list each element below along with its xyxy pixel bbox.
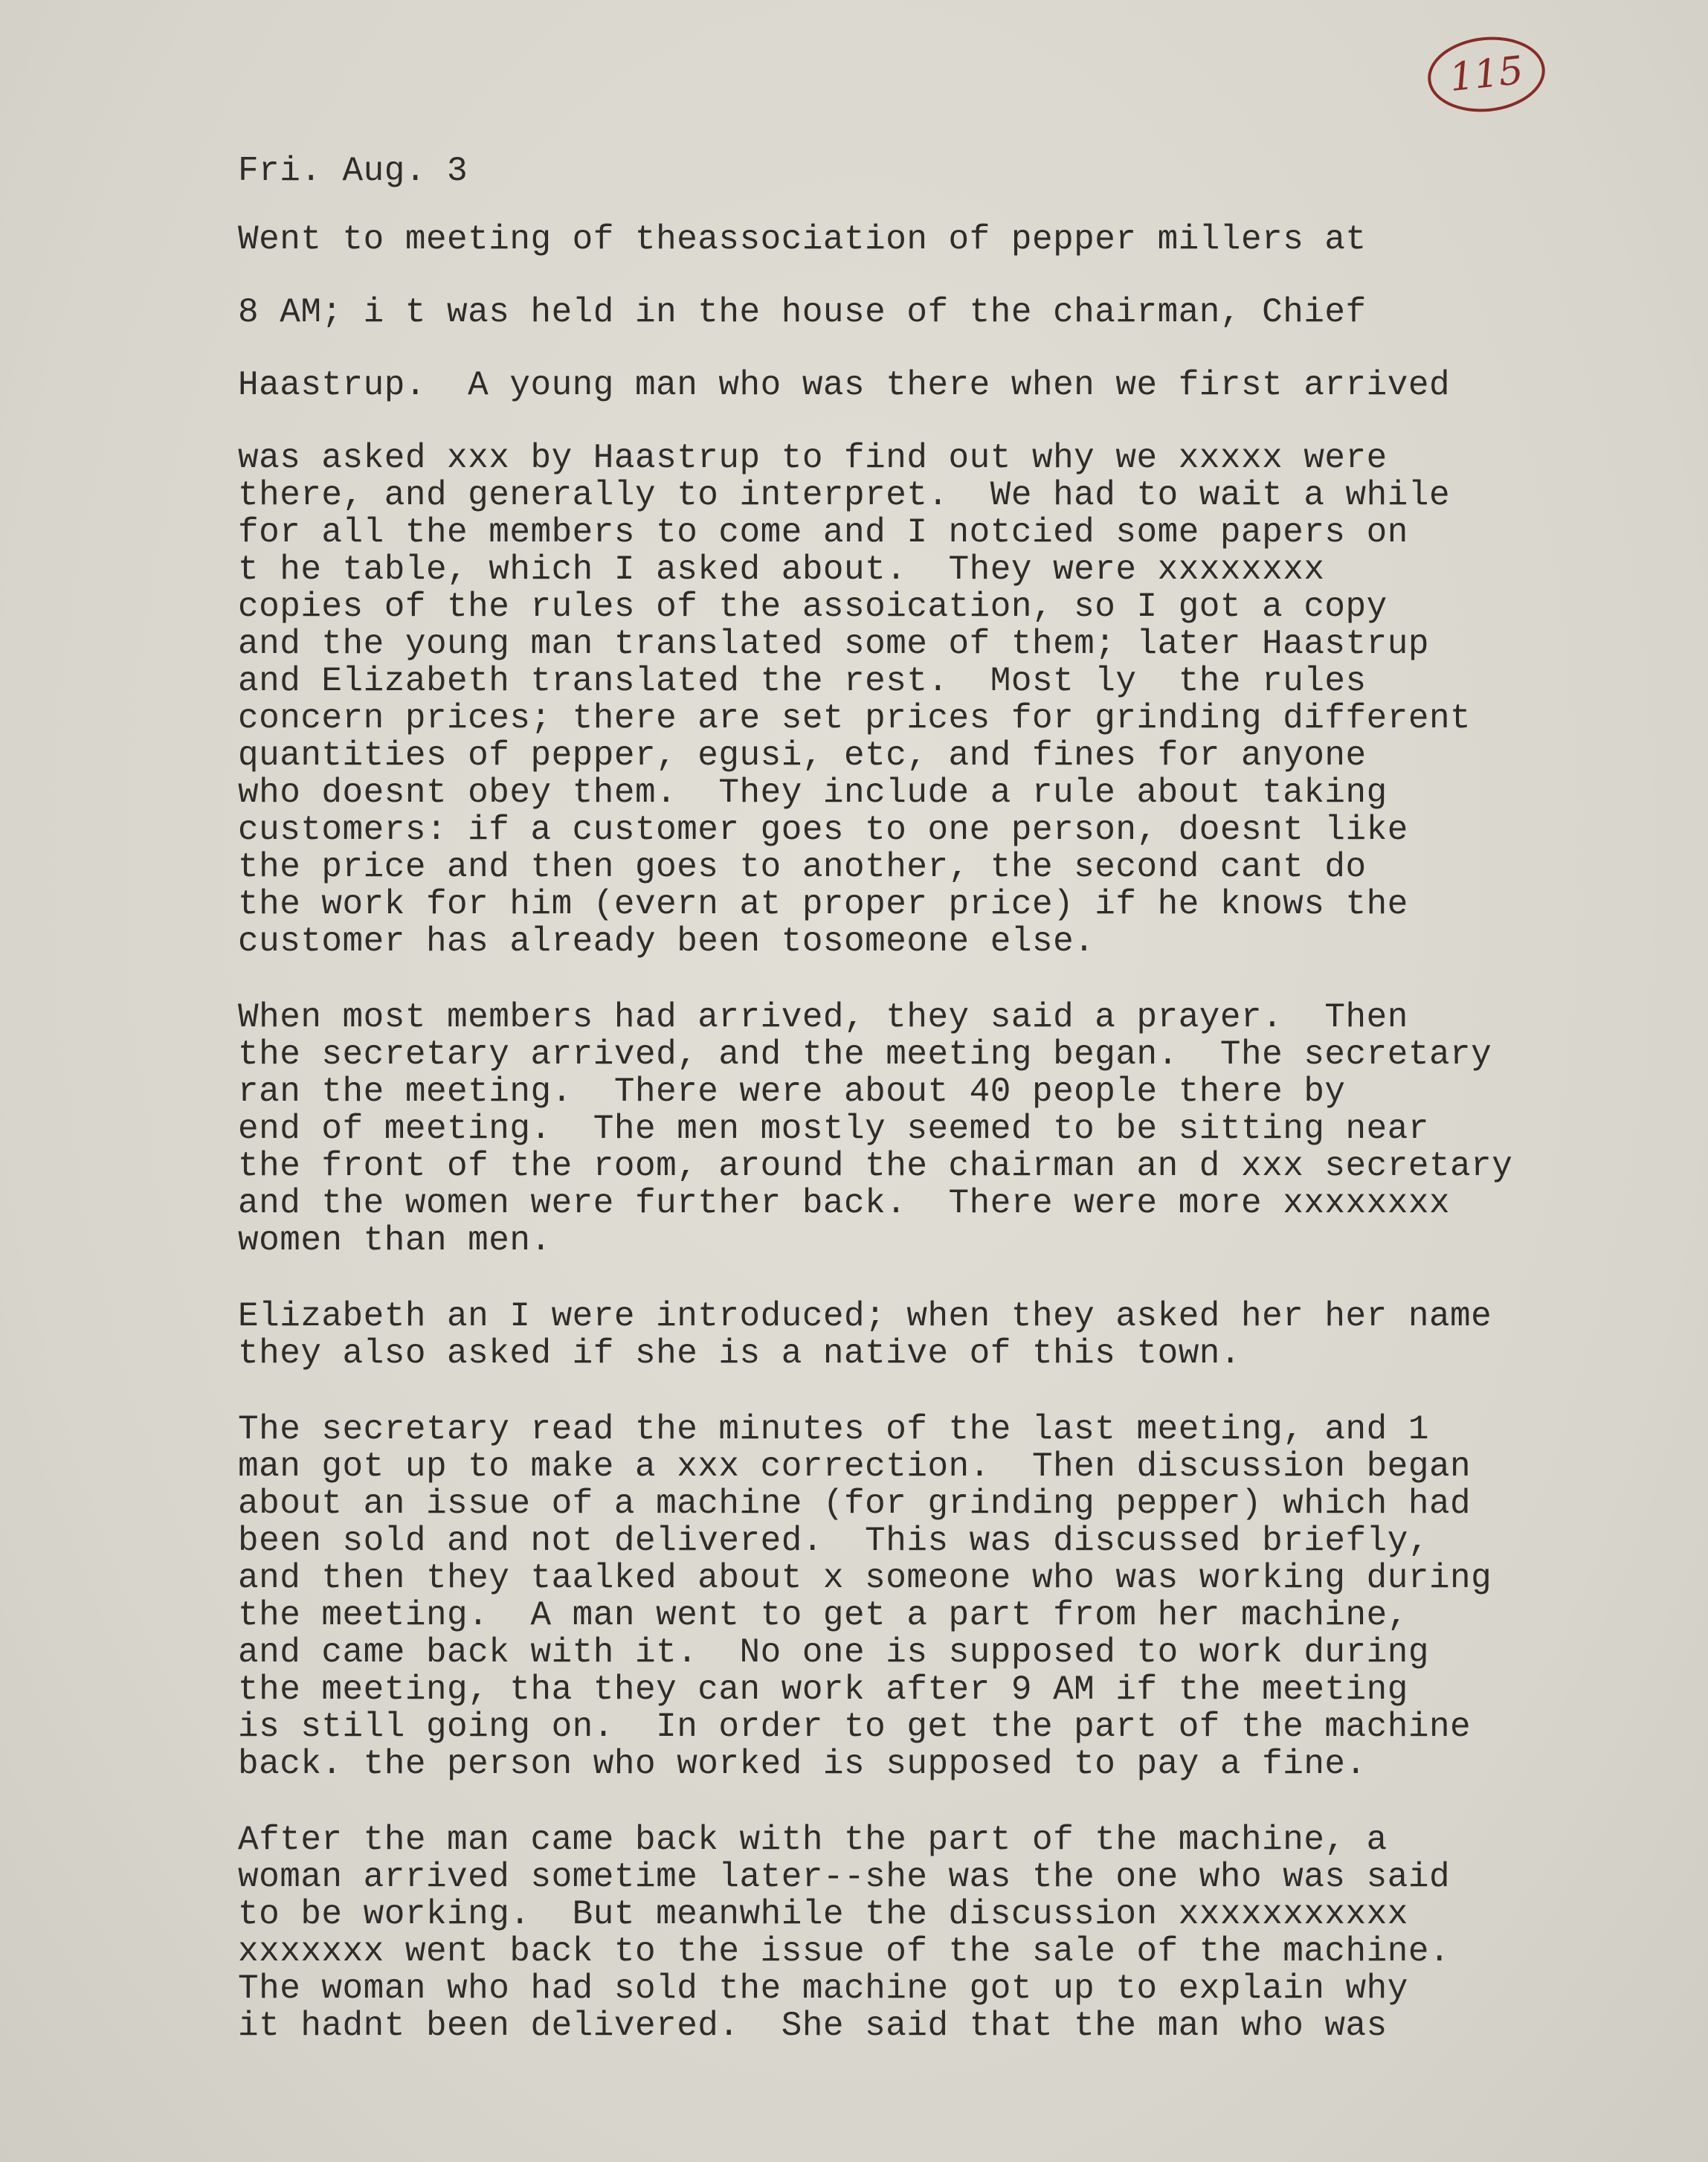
text-line: and the women were further back. There were more xxxxxxxx bbox=[238, 1184, 1451, 1223]
text-line: there, and generally to interpret. We had to wait a while bbox=[238, 476, 1451, 515]
text-line: end of meeting. The men mostly seemed to be sitting near bbox=[238, 1110, 1429, 1148]
text-line: is still going on. In order to get the part of the machine bbox=[238, 1708, 1472, 1746]
paragraph bbox=[238, 999, 1636, 1259]
text-line: When most members had arrived, they said a prayer. Then bbox=[238, 998, 1408, 1037]
text-line: about an issue of a machine (for grinding pepper) which had bbox=[238, 1484, 1472, 1523]
text-line: the price and then goes to another, the second cant do bbox=[238, 848, 1367, 887]
text-line: The secretary read the minutes of the last meeting, and 1 bbox=[238, 1410, 1429, 1449]
page-number-stamp: 115 bbox=[1424, 31, 1549, 118]
paragraph bbox=[238, 440, 1636, 960]
text-line: ran the meeting. There were about 40 people there by bbox=[238, 1072, 1346, 1111]
text-line: concern prices; there are set prices for grinding different bbox=[238, 699, 1472, 738]
text-line: man got up to make a xxx correction. Then discussion began bbox=[238, 1447, 1472, 1486]
paragraph bbox=[238, 1821, 1636, 2044]
paragraph bbox=[238, 1298, 1636, 1372]
entry-date: Fri. Aug. 3 bbox=[238, 152, 468, 190]
text-line: After the man came back with the part of the machine, a bbox=[238, 1821, 1388, 1859]
text-line: who doesnt obey them. They include a rule about taking bbox=[238, 773, 1388, 812]
text-line: to be working. But meanwhile the discussion xxxxxxxxxxx bbox=[238, 1895, 1408, 1934]
text-line: back. the person who worked is supposed to pay a fine. bbox=[238, 1745, 1367, 1783]
intro-line: 8 AM; i t was held in the house of the chairman, Chief bbox=[238, 293, 1367, 332]
text-line: quantities of pepper, egusi, etc, and fines for anyone bbox=[238, 736, 1367, 775]
intro-line: Went to meeting of theassociation of pepper millers at bbox=[238, 220, 1367, 259]
text-line: copies of the rules of the assoication, so I got a copy bbox=[238, 588, 1388, 626]
text-line: the work for him (evern at proper price) if he knows the bbox=[238, 885, 1408, 924]
text-line: for all the members to come and I notcied some papers on bbox=[238, 513, 1408, 552]
text-line: t he table, which I asked about. They were xxxxxxxx bbox=[238, 550, 1325, 589]
intro-line: Haastrup. A young man who was there when we first arrived bbox=[238, 366, 1451, 405]
text-line: women than men. bbox=[238, 1221, 552, 1260]
text-line: The woman who had sold the machine got up to explain why bbox=[238, 1969, 1408, 2008]
document-body bbox=[238, 152, 1636, 2083]
paragraph bbox=[238, 1411, 1636, 1783]
text-line: been sold and not delivered. This was discussed briefly, bbox=[238, 1522, 1429, 1560]
text-line: and came back with it. No one is supposed to work during bbox=[238, 1633, 1429, 1672]
text-line: the meeting, tha they can work after 9 AM if the meeting bbox=[238, 1670, 1408, 1709]
text-line: and then they taalked about x someone who was working during bbox=[238, 1559, 1492, 1598]
text-line: the secretary arrived, and the meeting began. The secretary bbox=[238, 1035, 1492, 1074]
text-line: they also asked if she is a native of this town. bbox=[238, 1334, 1242, 1373]
text-line: customers: if a customer goes to one person, doesnt like bbox=[238, 811, 1408, 849]
text-line: xxxxxxx went back to the issue of the sale of the machine. bbox=[238, 1932, 1451, 1971]
paragraphs-container bbox=[238, 440, 1636, 2044]
text-line: the meeting. A man went to get a part from her machine, bbox=[238, 1596, 1408, 1635]
text-line: customer has already been tosomeone else. bbox=[238, 922, 1095, 961]
text-line: Elizabeth an I were introduced; when they asked her her name bbox=[238, 1297, 1492, 1336]
text-line: and Elizabeth translated the rest. Most ly the rules bbox=[238, 662, 1367, 701]
text-line: and the young man translated some of them; later Haastrup bbox=[238, 625, 1429, 663]
text-line: was asked xxx by Haastrup to find out why we xxxxx were bbox=[238, 439, 1388, 477]
text-line: it hadnt been delivered. She said that the man who was bbox=[238, 2007, 1388, 2045]
text-line: the front of the room, around the chairman an d xxx secretary bbox=[238, 1147, 1513, 1185]
text-line: woman arrived sometime later--she was the one who was said bbox=[238, 1858, 1451, 1896]
